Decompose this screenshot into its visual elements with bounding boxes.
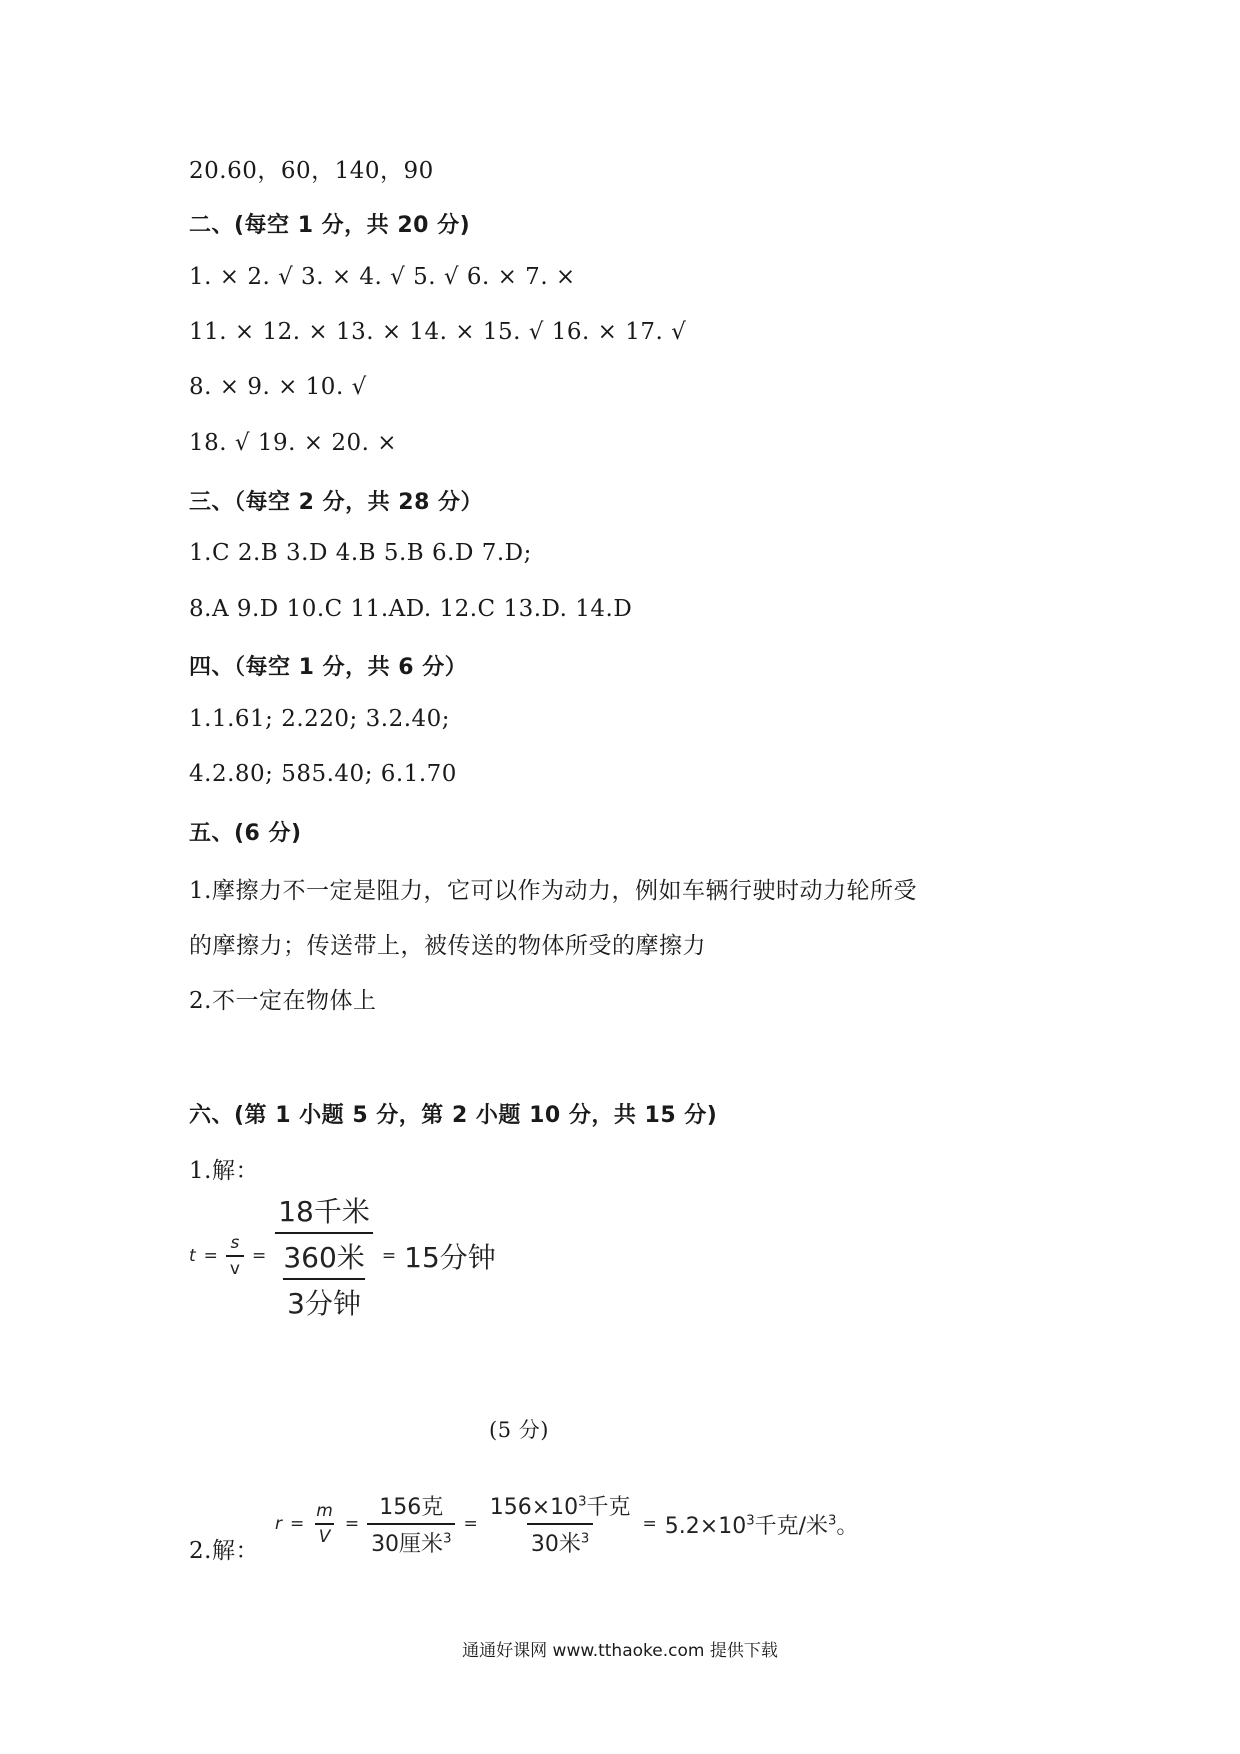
fraction-numerator: 18千米: [278, 1195, 370, 1228]
fraction-denominator: [275, 1232, 372, 1322]
footer-credit: 通通好课网 www.tthaoke.com 提供下载: [462, 1641, 778, 1661]
answer-line: 20.60，60，140，90: [189, 158, 434, 184]
answer-line: 2.解：: [189, 1538, 259, 1564]
eq-equals: =: [381, 1246, 397, 1266]
section-heading: 六、(第 1 小题 5 分，第 2 小题 10 分，共 15 分): [189, 1103, 718, 1128]
exponent: 3: [828, 1513, 837, 1529]
fraction-grams: [367, 1490, 455, 1558]
answer-line: 4.2.80; 585.40; 6.1.70: [189, 761, 457, 787]
answer-line: 2.不一定在物体上: [189, 988, 377, 1014]
denominator-text: 30米: [530, 1532, 581, 1557]
result-end: 。: [836, 1513, 859, 1539]
result-unit: 千克/米: [754, 1513, 829, 1539]
eq-equals: =: [344, 1514, 360, 1534]
equation-density: [275, 1490, 858, 1558]
fraction-denominator: V: [315, 1523, 335, 1547]
answer-line: 18. √ 19. × 20. ×: [189, 430, 397, 456]
compound-fraction: [274, 1190, 374, 1322]
fraction-denominator: [367, 1523, 455, 1558]
section-heading: 三、（每空 2 分，共 28 分）: [189, 490, 484, 515]
eq-symbol-rho: r: [275, 1514, 282, 1534]
answer-line: 1.1.61; 2.220; 3.2.40;: [189, 706, 451, 732]
answer-line: 8. × 9. × 10. √: [189, 374, 367, 400]
denominator-text: 30厘米: [371, 1532, 444, 1557]
answer-line: 1. × 2. √ 3. × 4. √ 5. √ 6. × 7. ×: [189, 264, 576, 290]
answer-line: 1.解：: [189, 1158, 259, 1184]
equation-time: [189, 1190, 496, 1322]
fraction-denominator: [527, 1523, 593, 1558]
fraction-numerator: [486, 1490, 635, 1523]
exponent: 3: [580, 1531, 590, 1547]
eq-equals: =: [251, 1246, 267, 1266]
section-heading: 二、(每空 1 分，共 20 分): [189, 213, 471, 238]
exponent: 3: [443, 1531, 452, 1547]
exponent: 3: [746, 1513, 755, 1529]
eq-equals: =: [203, 1246, 218, 1266]
fraction-numerator: s: [230, 1233, 240, 1253]
fraction-s-over-v: [226, 1233, 244, 1279]
exponent: 3: [578, 1494, 587, 1510]
answer-line: 1.摩擦力不一定是阻力，它可以作为动力，例如车辆行驶时动力轮所受: [189, 878, 917, 904]
answer-line: 1.C 2.B 3.D 4.B 5.B 6.D 7.D;: [189, 540, 532, 566]
inner-fraction: [279, 1236, 368, 1322]
numerator-text: 156×10: [489, 1495, 579, 1520]
fraction-kilograms: [486, 1490, 635, 1558]
fraction-numerator: m: [316, 1501, 333, 1521]
eq-equals: =: [642, 1514, 657, 1534]
fraction-m-over-V: [312, 1501, 337, 1547]
eq-result: 15分钟: [404, 1241, 496, 1274]
answer-line: 8.A 9.D 10.C 11.AD. 12.C 13.D. 14.D: [189, 596, 633, 622]
answer-line: 的摩擦力；传送带上，被传送的物体所受的摩擦力: [189, 933, 706, 959]
answer-line: 11. × 12. × 13. × 14. × 15. √ 16. × 17. √: [189, 319, 687, 345]
score-note: (5 分): [489, 1418, 549, 1442]
section-heading: 四、（每空 1 分，共 6 分）: [189, 655, 468, 680]
eq-equals: =: [290, 1514, 305, 1534]
fraction-numerator: 156克: [379, 1495, 444, 1520]
fraction-denominator: v: [226, 1255, 244, 1279]
section-heading: 五、(6 分): [189, 821, 302, 846]
eq-result: [665, 1509, 859, 1540]
eq-equals: =: [463, 1514, 478, 1534]
numerator-unit: 千克: [586, 1495, 631, 1520]
result-value: 5.2×10: [664, 1513, 747, 1539]
eq-symbol-t: t: [189, 1246, 196, 1266]
inner-numerator: 360米: [283, 1241, 365, 1274]
inner-denominator: 3分钟: [283, 1278, 365, 1322]
